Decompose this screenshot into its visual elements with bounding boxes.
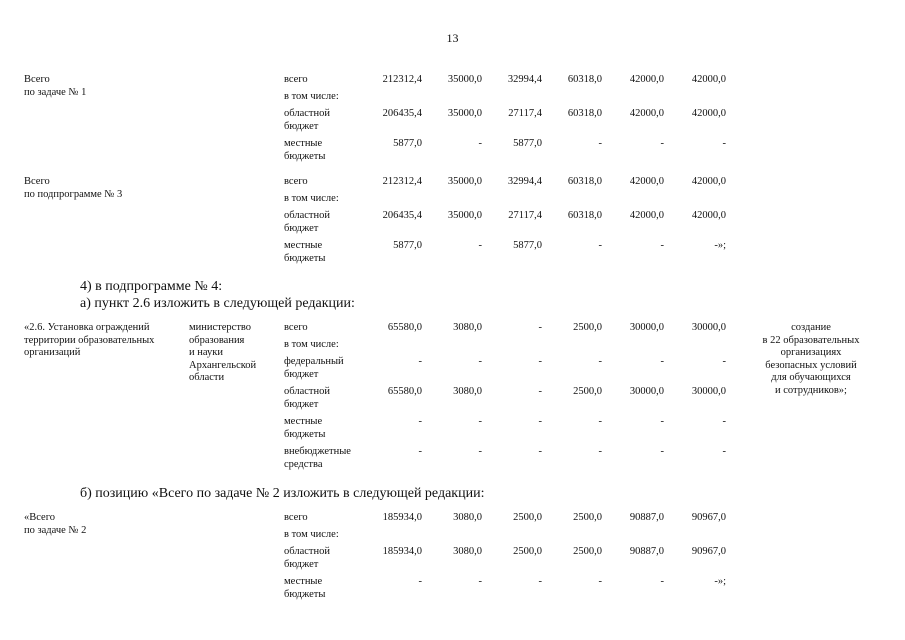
amount-cell: -	[660, 240, 664, 251]
amount-cell: 35000,0	[447, 108, 482, 119]
amount-cell: 65580,0	[387, 322, 422, 333]
item-label-line: территории образовательных	[24, 334, 155, 346]
amount-cell: -	[598, 416, 602, 427]
expected-result-line: и сотрудников»;	[775, 384, 847, 396]
amount-cell: -	[478, 356, 482, 367]
amount-cell: 60318,0	[567, 74, 602, 85]
amount-cell: 30000,0	[691, 386, 726, 397]
amount-cell: 32994,4	[507, 74, 542, 85]
responsible-executor	[189, 322, 279, 385]
funding-source-line: средства	[284, 458, 323, 470]
item-label	[24, 176, 179, 201]
funding-source-line: местные	[284, 576, 323, 587]
funding-source	[284, 91, 374, 104]
amount-cell: 2500,0	[513, 512, 542, 523]
responsible-executor-line: и науки	[189, 347, 223, 358]
amount-cell: -	[722, 356, 726, 367]
amount-cell: 60318,0	[567, 108, 602, 119]
amount-cell: -	[538, 356, 542, 367]
amount-cell: -	[660, 416, 664, 427]
item-label-line: по подпрограмме № 3	[24, 188, 123, 200]
amount-cell: 5877,0	[393, 240, 422, 251]
amount-cell: -	[478, 446, 482, 457]
funding-source-line: бюджеты	[284, 150, 326, 162]
amount-cell: -	[418, 416, 422, 427]
funding-source-line: областной	[284, 546, 330, 557]
amount-cell: 42000,0	[629, 210, 664, 221]
amount-cell: -	[660, 446, 664, 457]
amount-cell: 2500,0	[513, 546, 542, 557]
expected-result-line: в 22 образовательных	[762, 334, 860, 346]
funding-source-line: бюджеты	[284, 588, 326, 600]
amount-cell: 30000,0	[629, 386, 664, 397]
funding-source-line: местные	[284, 240, 323, 251]
amount-cell: 42000,0	[691, 108, 726, 119]
amount-cell: 42000,0	[629, 74, 664, 85]
amount-cell: -	[598, 446, 602, 457]
amount-cell: -»;	[714, 240, 726, 251]
amount-cell: -»;	[714, 576, 726, 587]
amount-cell: 2500,0	[573, 322, 602, 333]
item-label-line: Всего	[24, 176, 50, 187]
amount-cell: 3080,0	[453, 322, 482, 333]
amount-cell: 42000,0	[629, 176, 664, 187]
amount-cell: 90967,0	[691, 512, 726, 523]
item-label-line: организаций	[24, 347, 81, 358]
responsible-executor-line: области	[189, 372, 225, 383]
amount-cell: -	[418, 446, 422, 457]
heading-item-2-6: а) пункт 2.6 изложить в следующей редакции:	[80, 296, 355, 311]
amount-cell: -	[660, 576, 664, 587]
amount-cell: 30000,0	[691, 322, 726, 333]
funding-source-line: бюджет	[284, 120, 319, 132]
funding-source-line: в том числе:	[284, 90, 339, 102]
expected-result-line: для обучающихся	[771, 372, 851, 383]
amount-cell: -	[478, 576, 482, 587]
amount-cell: 35000,0	[447, 74, 482, 85]
item-label	[24, 74, 179, 99]
amount-cell: -	[598, 576, 602, 587]
amount-cell: -	[418, 576, 422, 587]
responsible-executor-line: образования	[189, 334, 245, 346]
funding-source	[284, 339, 374, 352]
amount-cell: -	[478, 138, 482, 149]
amount-cell: -	[418, 356, 422, 367]
amount-cell: 42000,0	[691, 176, 726, 187]
funding-source-line: всего	[284, 176, 308, 187]
item-label-line: «Всего	[24, 512, 55, 523]
heading-subprogram-4: 4) в подпрограмме № 4:	[80, 279, 223, 294]
amount-cell: -	[598, 356, 602, 367]
amount-cell: 2500,0	[573, 512, 602, 523]
amount-cell: -	[538, 416, 542, 427]
amount-cell: 60318,0	[567, 176, 602, 187]
amount-cell: 90887,0	[629, 512, 664, 523]
funding-source-line: областной	[284, 386, 330, 397]
amount-cell: 65580,0	[387, 386, 422, 397]
amount-cell: 212312,4	[382, 74, 422, 85]
funding-source-line: в том числе:	[284, 192, 339, 204]
funding-source-line: бюджеты	[284, 428, 326, 440]
expected-result-line: создание	[791, 322, 831, 333]
amount-cell: 90887,0	[629, 546, 664, 557]
funding-source-line: бюджет	[284, 398, 319, 410]
funding-source-line: бюджеты	[284, 252, 326, 264]
item-label-line: «2.6. Установка ограждений	[24, 322, 150, 333]
item-label-line: Всего	[24, 74, 50, 85]
funding-source-line: всего	[284, 74, 308, 85]
amount-cell: 5877,0	[513, 138, 542, 149]
amount-cell: -	[660, 138, 664, 149]
expected-result	[741, 322, 881, 397]
funding-source	[284, 529, 374, 542]
amount-cell: 185934,0	[382, 546, 422, 557]
amount-cell: -	[660, 356, 664, 367]
funding-source	[284, 193, 374, 206]
amount-cell: 30000,0	[629, 322, 664, 333]
funding-source-line: бюджет	[284, 368, 319, 380]
amount-cell: -	[538, 322, 542, 333]
funding-source-line: местные	[284, 416, 323, 427]
amount-cell: 3080,0	[453, 546, 482, 557]
amount-cell: 60318,0	[567, 210, 602, 221]
amount-cell: 90967,0	[691, 546, 726, 557]
funding-source-line: областной	[284, 210, 330, 221]
amount-cell: -	[538, 446, 542, 457]
heading-task-2-total: б) позицию «Всего по задаче № 2 изложить в следующей редакции:	[80, 486, 485, 501]
funding-source-line: областной	[284, 108, 330, 119]
amount-cell: -	[538, 576, 542, 587]
amount-cell: 185934,0	[382, 512, 422, 523]
funding-source-line: местные	[284, 138, 323, 149]
amount-cell: -	[722, 416, 726, 427]
amount-cell: 212312,4	[382, 176, 422, 187]
responsible-executor-line: министерство	[189, 322, 252, 333]
amount-cell: -	[722, 446, 726, 457]
amount-cell: 27117,4	[508, 108, 542, 119]
amount-cell: -	[478, 240, 482, 251]
funding-source-line: в том числе:	[284, 528, 339, 540]
amount-cell: 5877,0	[513, 240, 542, 251]
amount-cell: 3080,0	[453, 386, 482, 397]
amount-cell: 32994,4	[507, 176, 542, 187]
responsible-executor-line: Архангельской	[189, 359, 257, 371]
funding-source-line: внебюджетные	[284, 446, 351, 457]
amount-cell: 42000,0	[691, 74, 726, 85]
funding-source-line: в том числе:	[284, 338, 339, 350]
amount-cell: 3080,0	[453, 512, 482, 523]
amount-cell: 2500,0	[573, 546, 602, 557]
item-label-line: по задаче № 2	[24, 524, 87, 536]
amount-cell: -	[478, 416, 482, 427]
amount-cell: -	[598, 138, 602, 149]
amount-cell: 206435,4	[382, 210, 422, 221]
amount-cell: -	[598, 240, 602, 251]
funding-source-line: всего	[284, 512, 308, 523]
amount-cell: 2500,0	[573, 386, 602, 397]
funding-source-line: всего	[284, 322, 308, 333]
expected-result-line: организациях	[780, 347, 842, 358]
amount-cell: 42000,0	[691, 210, 726, 221]
item-label	[24, 322, 179, 360]
amount-cell: -	[722, 138, 726, 149]
funding-source-line: бюджет	[284, 558, 319, 570]
funding-source-line: бюджет	[284, 222, 319, 234]
item-label	[24, 512, 179, 537]
amount-cell: 35000,0	[447, 210, 482, 221]
amount-cell: 42000,0	[629, 108, 664, 119]
amount-cell: 5877,0	[393, 138, 422, 149]
expected-result-line: безопасных условий	[765, 359, 857, 371]
funding-source-line: федеральный	[284, 356, 344, 367]
amount-cell: 206435,4	[382, 108, 422, 119]
amount-cell: -	[538, 386, 542, 397]
page-number: 13	[446, 31, 459, 45]
amount-cell: 27117,4	[508, 210, 542, 221]
amount-cell: 35000,0	[447, 176, 482, 187]
item-label-line: по задаче № 1	[24, 86, 87, 98]
